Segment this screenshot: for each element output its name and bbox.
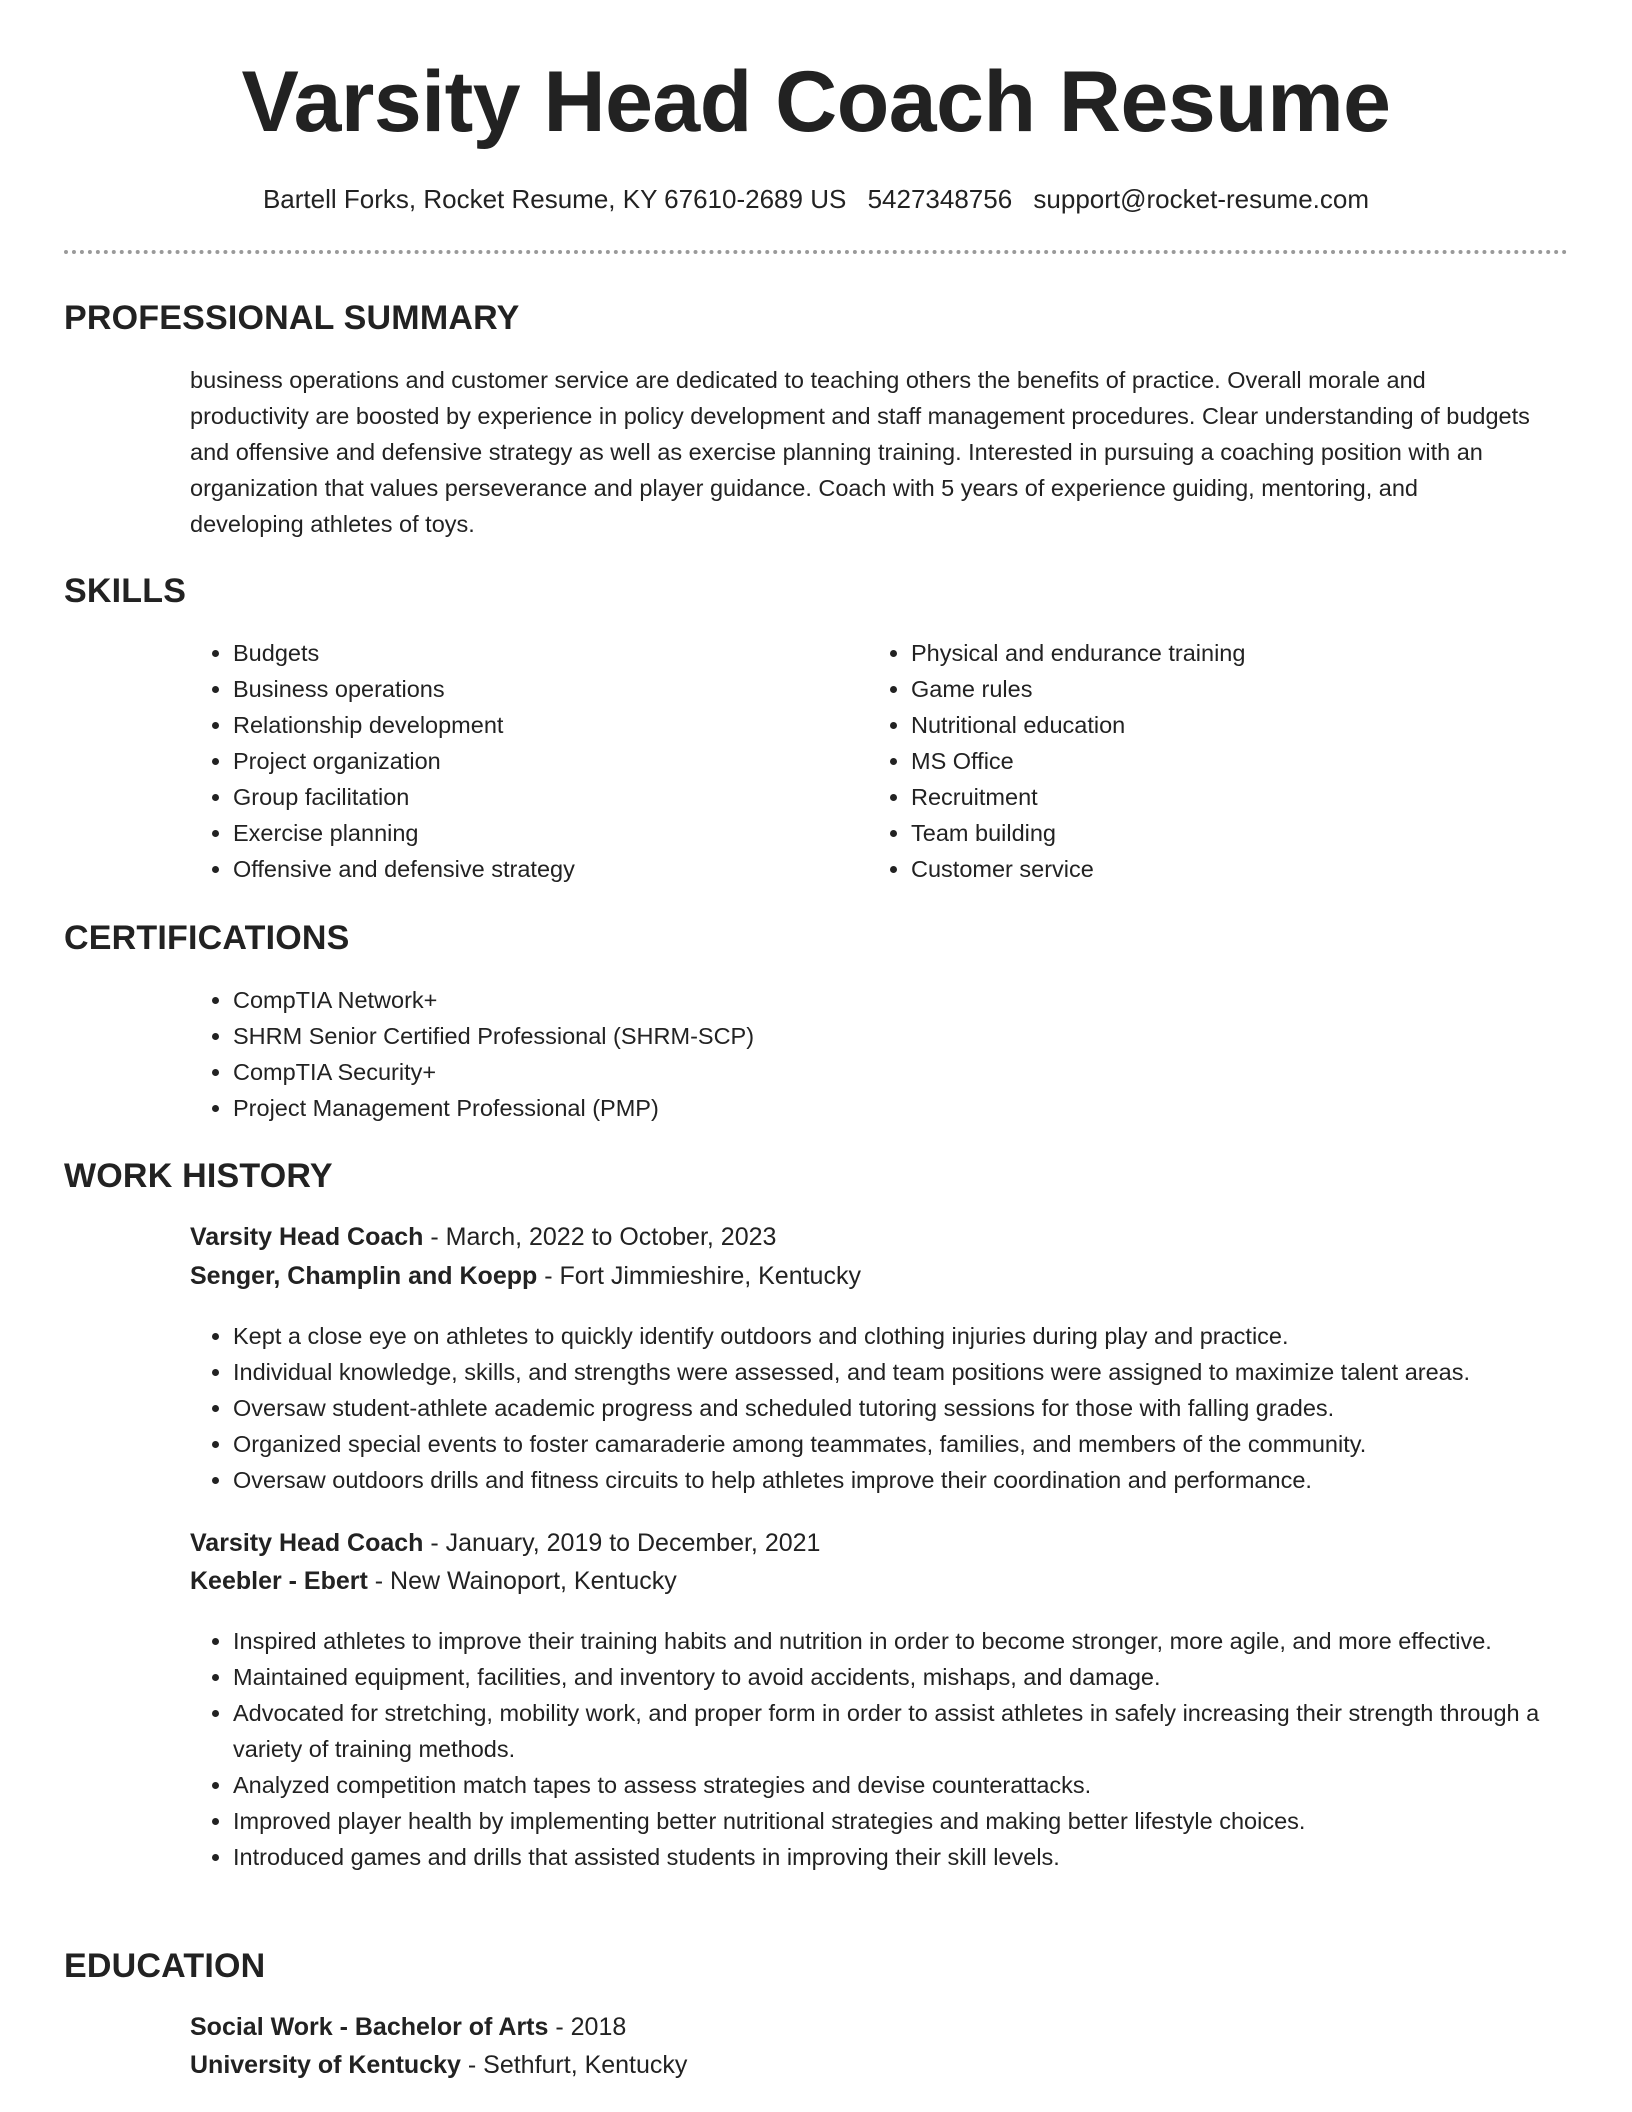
job-company: Senger, Champlin and Koepp bbox=[190, 1262, 538, 1290]
certifications-list bbox=[190, 982, 1533, 1126]
contact-address: Bartell Forks, Rocket Resume, KY 67610-2689 US bbox=[262, 184, 847, 214]
job-location: - Fort Jimmieshire, Kentucky bbox=[537, 1262, 861, 1290]
list-item: • Project organization bbox=[233, 743, 853, 779]
summary-heading: PROFESSIONAL SUMMARY bbox=[64, 299, 520, 337]
job-title: Varsity Head Coach bbox=[190, 1529, 424, 1557]
list-item: • Maintained equipment, facilities, and inventory to avoid accidents, mishaps, and damage. bbox=[233, 1659, 1548, 1695]
list-item: • Relationship development bbox=[233, 707, 853, 743]
job-location: - New Wainoport, Kentucky bbox=[367, 1567, 677, 1595]
list-item: • Kept a close eye on athletes to quickly identify outdoors and clothing injuries during play and practice. bbox=[233, 1318, 1613, 1354]
contact-email: support@rocket-resume.com bbox=[1033, 184, 1370, 214]
list-item: • CompTIA Security+ bbox=[233, 1054, 1533, 1090]
education-degree: Social Work - Bachelor of Arts bbox=[190, 2013, 549, 2041]
education-degree-line bbox=[190, 2010, 626, 2044]
list-item: • Game rules bbox=[911, 671, 1551, 707]
contact-phone: 5427348756 bbox=[867, 184, 1013, 214]
list-item: • SHRM Senior Certified Professional (SHRM-SCP) bbox=[233, 1018, 1533, 1054]
list-item: • Exercise planning bbox=[233, 815, 853, 851]
list-item: • Nutritional education bbox=[911, 707, 1551, 743]
job-dates: - March, 2022 to October, 2023 bbox=[423, 1223, 777, 1251]
list-item: • Recruitment bbox=[911, 779, 1551, 815]
job-dates: - January, 2019 to December, 2021 bbox=[423, 1529, 821, 1557]
job-title-line bbox=[190, 1220, 776, 1254]
education-year: - 2018 bbox=[548, 2013, 627, 2041]
resume-title: Varsity Head Coach Resume bbox=[241, 54, 1391, 150]
list-item: • Analyzed competition match tapes to assess strategies and devise counterattacks. bbox=[233, 1767, 1548, 1803]
summary-text: business operations and customer service are dedicated to teaching others the benefits of practice. Overall morale and productivity are boosted by experience in policy development and staff management procedures. Clear understanding of budgets and offensive and defensive strategy as well as exercise planning training. Interested in pursuing a coaching position with an organization that values perseverance and player guidance. Coach with 5 years of experience guiding, mentoring, and developing athletes of toys. bbox=[190, 367, 1530, 537]
education-heading: EDUCATION bbox=[64, 1947, 266, 1985]
list-item: • Oversaw outdoors drills and fitness circuits to help athletes improve their coordination and performance. bbox=[233, 1462, 1613, 1498]
skills-list-right bbox=[868, 635, 1551, 887]
list-item: • Budgets bbox=[233, 635, 853, 671]
list-item: • MS Office bbox=[911, 743, 1551, 779]
list-item: • Individual knowledge, skills, and strengths were assessed, and team positions were assigned to maximize talent areas. bbox=[233, 1354, 1613, 1390]
list-item: • Introduced games and drills that assisted students in improving their skill levels. bbox=[233, 1839, 1548, 1875]
list-item: • Customer service bbox=[911, 851, 1551, 887]
list-item: • Offensive and defensive strategy bbox=[233, 851, 853, 887]
list-item: • Team building bbox=[911, 815, 1551, 851]
work-heading: WORK HISTORY bbox=[64, 1157, 333, 1195]
list-item: • Physical and endurance training bbox=[911, 635, 1551, 671]
skills-heading: SKILLS bbox=[64, 572, 187, 610]
job-title: Varsity Head Coach bbox=[190, 1223, 424, 1251]
list-item: • CompTIA Network+ bbox=[233, 982, 1533, 1018]
job-title-line bbox=[190, 1526, 820, 1560]
list-item: • Organized special events to foster camaraderie among teammates, families, and members of the community. bbox=[233, 1426, 1613, 1462]
education-location: - Sethfurt, Kentucky bbox=[460, 2051, 688, 2079]
job-company-line bbox=[190, 1259, 861, 1293]
list-item: • Improved player health by implementing better nutritional strategies and making better lifestyle choices. bbox=[233, 1803, 1548, 1839]
list-item: • Inspired athletes to improve their training habits and nutrition in order to become stronger, more agile, and more effective. bbox=[233, 1623, 1548, 1659]
education-school-line bbox=[190, 2048, 687, 2082]
job-bullets bbox=[190, 1623, 1548, 1875]
job-company: Keebler - Ebert bbox=[190, 1567, 368, 1595]
job-bullets bbox=[190, 1318, 1613, 1498]
list-item: • Business operations bbox=[233, 671, 853, 707]
list-item: • Group facilitation bbox=[233, 779, 853, 815]
list-item: • Advocated for stretching, mobility work, and proper form in order to assist athletes in safely increasing their strength through a variety of training methods. bbox=[233, 1695, 1548, 1767]
education-school: University of Kentucky bbox=[190, 2051, 461, 2079]
job-company-line bbox=[190, 1564, 677, 1598]
contact-line bbox=[0, 182, 1632, 216]
certifications-heading: CERTIFICATIONS bbox=[64, 919, 350, 957]
list-item: • Oversaw student-athlete academic progress and scheduled tutoring sessions for those with falling grades. bbox=[233, 1390, 1613, 1426]
skills-list-left bbox=[190, 635, 853, 887]
header-divider bbox=[64, 250, 1568, 254]
list-item: • Project Management Professional (PMP) bbox=[233, 1090, 1533, 1126]
